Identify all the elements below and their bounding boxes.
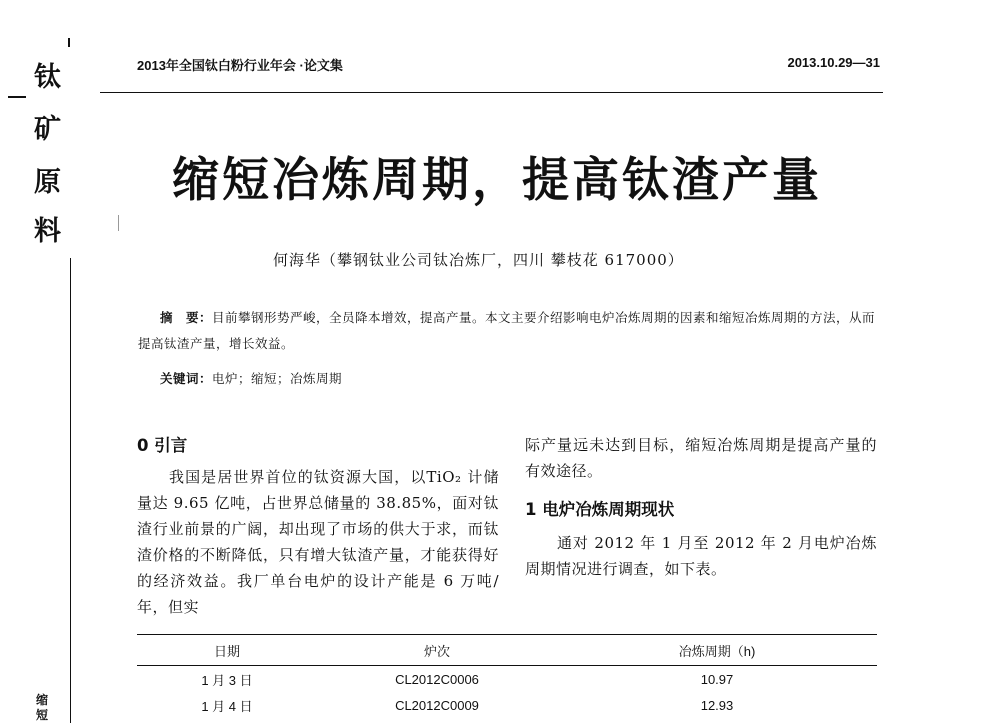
section-0-paragraph: 我国是居世界首位的钛资源大国，以TiO₂ 计储量达 9.65 亿吨，占世界总储量的 38.85%，面对钛渣行业前景的广阔，却出现了市场的供大于求，而钛渣价格的不断降低，只有增大钛渣产量，才能获得好的经济效益。我厂单台电炉的设计产能是 6 万吨/年，但实 — [137, 468, 499, 616]
section-0-body — [137, 464, 499, 620]
table-header-cycle: 冶炼周期（h) — [678, 643, 756, 659]
sidebar-char-3: 原 — [34, 167, 61, 198]
sidebar-bottom-char-1: 缩 — [36, 693, 49, 707]
section-1-paragraph: 通对 2012 年 1 月至 2012 年 2 月电炉冶炼周期情况进行调查，如下表。 — [525, 534, 877, 578]
table-cell-cycle: 10.97 — [700, 671, 734, 687]
sidebar-tick — [68, 38, 70, 47]
sidebar-dash — [8, 96, 26, 98]
page-title: 缩短冶炼周期，提高钛渣产量 — [172, 153, 822, 208]
section-0-heading: 0 引言 — [137, 436, 188, 455]
section-1-body — [525, 530, 877, 582]
table-header-heat: 炉次 — [423, 643, 450, 659]
table-row — [137, 666, 877, 692]
sidebar-char-1: 钛 — [34, 62, 61, 93]
sidebar-rule-short — [118, 215, 119, 231]
table-cell-date: 1 月 4 日 — [201, 698, 253, 714]
abstract-label: 摘 要： — [160, 310, 213, 325]
table-cell-cycle: 12.93 — [700, 697, 734, 713]
keywords-label: 关键词： — [160, 371, 213, 386]
keywords-text: 电炉；缩短；冶炼周期 — [212, 371, 343, 386]
header-left: 2013年全国钛白粉行业年会 ·论文集 — [137, 58, 343, 73]
sidebar-rule — [70, 258, 71, 723]
section-0-continuation — [525, 432, 877, 484]
sidebar-bottom-char-2: 短 — [36, 708, 49, 722]
table-row — [137, 692, 877, 718]
sidebar-char-4: 料 — [34, 216, 61, 247]
keywords — [160, 369, 342, 387]
header-rule — [100, 92, 883, 93]
section-0-continuation-text: 际产量远未达到目标，缩短冶炼周期是提高产量的有效途径。 — [525, 436, 877, 480]
author-line: 何海华（攀钢钛业公司钛冶炼厂，四川 攀枝花 617000） — [273, 251, 684, 269]
sidebar-char-2: 矿 — [34, 114, 61, 145]
smelting-cycle-table — [137, 634, 877, 718]
header-right: 2013.10.29—31 — [787, 55, 880, 70]
table-header — [137, 634, 877, 666]
table-cell-heat: CL2012C0009 — [395, 697, 479, 713]
table-cell-heat: CL2012C0006 — [395, 671, 479, 687]
table-cell-date: 1 月 3 日 — [201, 672, 253, 688]
abstract-text: 目前攀钢形势严峻，全员降本增效，提高产量。本文主要介绍影响电炉冶炼周期的因素和缩短冶炼周期的方法，从而提高钛渣产量，增长效益。 — [138, 310, 876, 351]
abstract — [138, 305, 883, 357]
section-1-heading: 1 电炉冶炼周期现状 — [525, 500, 675, 519]
table-header-date: 日期 — [213, 643, 240, 659]
